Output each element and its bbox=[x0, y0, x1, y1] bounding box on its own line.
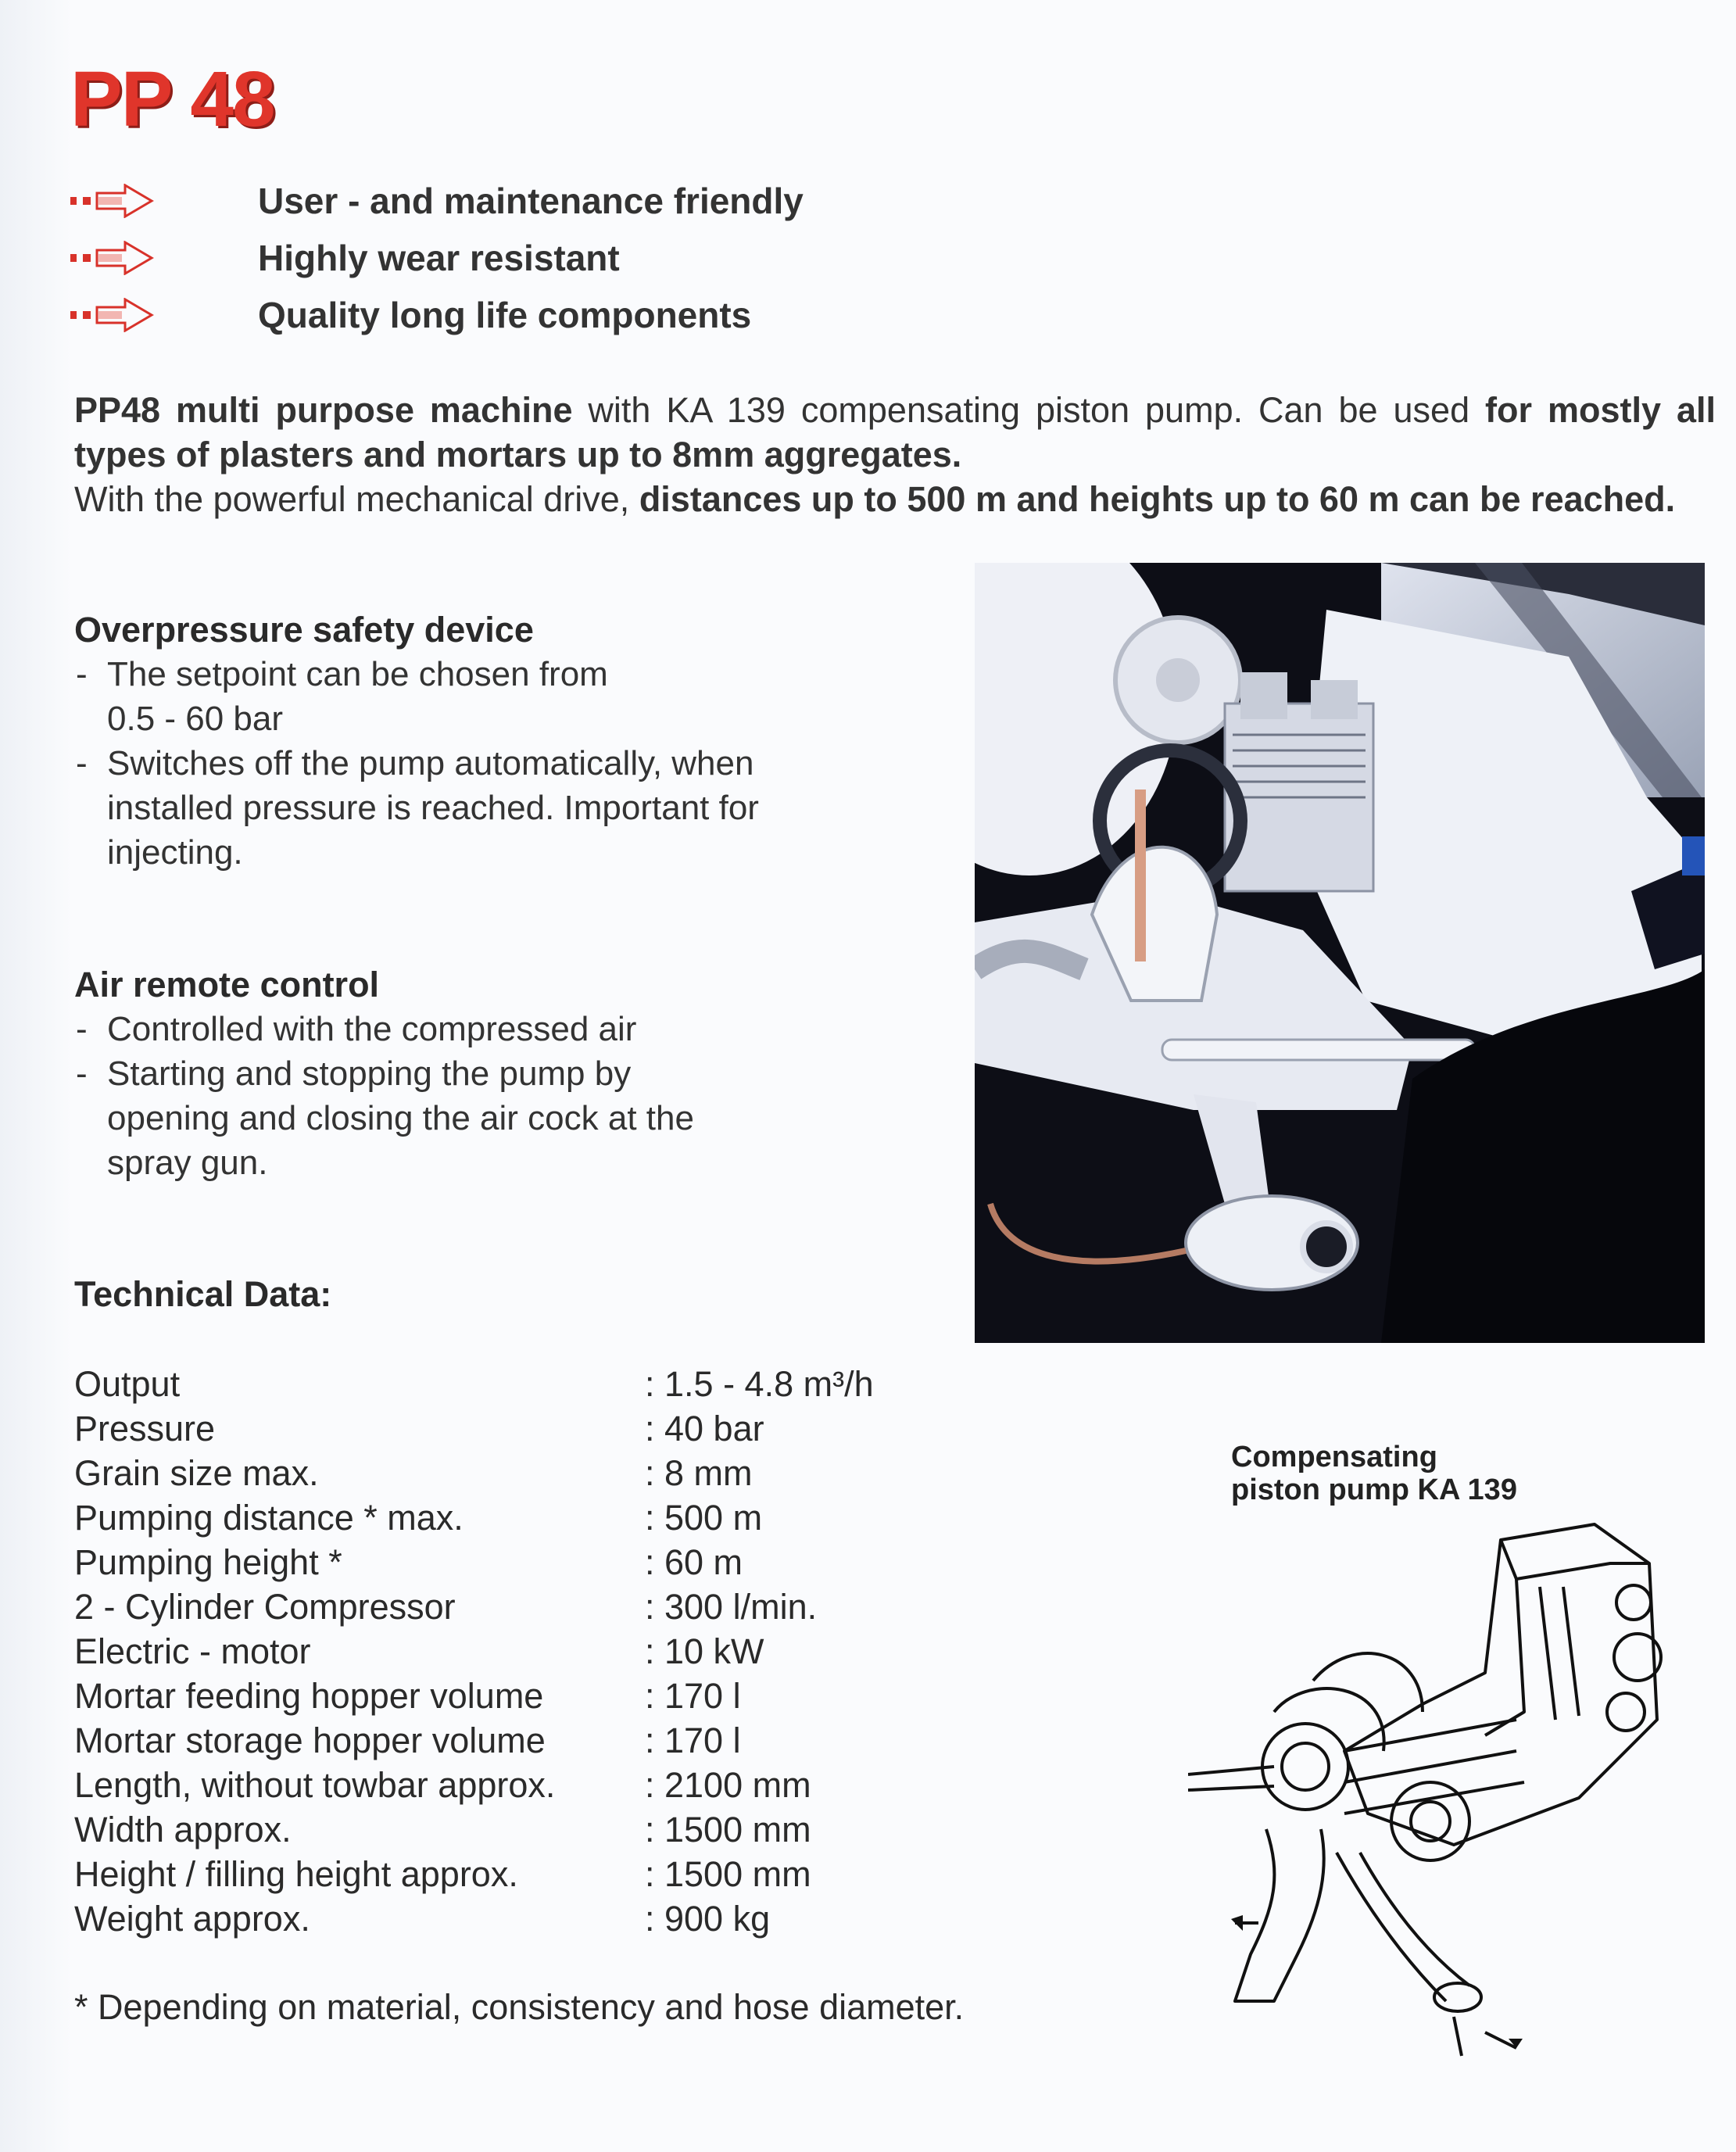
spec-value: : 1500 mm bbox=[645, 1854, 811, 1894]
spec-value: : 8 mm bbox=[645, 1453, 753, 1493]
spec-value: : 170 l bbox=[645, 1721, 741, 1760]
spec-table bbox=[74, 1362, 874, 1941]
feature-text: Highly wear resistant bbox=[258, 237, 620, 278]
feature-item bbox=[70, 229, 804, 286]
spec-row bbox=[74, 1495, 874, 1540]
spec-label: Pumping distance * max. bbox=[74, 1498, 464, 1538]
piston-pump-drawing bbox=[1188, 1516, 1688, 2064]
spec-label: Length, without towbar approx. bbox=[74, 1765, 556, 1805]
spec-row bbox=[74, 1674, 874, 1718]
spec-row bbox=[74, 1852, 874, 1896]
page-title: PP 48 bbox=[70, 56, 274, 143]
spec-value: : 1500 mm bbox=[645, 1810, 811, 1849]
spec-value: : 900 kg bbox=[645, 1899, 771, 1939]
spec-value: : 170 l bbox=[645, 1676, 741, 1716]
intro-bold: distances up to 500 m and heights up to 60 m can be reached. bbox=[639, 479, 1676, 519]
intro-bold: PP48 multi purpose machine bbox=[74, 390, 573, 430]
spec-label: Electric - motor bbox=[74, 1631, 311, 1671]
section-heading: Air remote control bbox=[74, 965, 380, 1004]
spec-value: : 10 kW bbox=[645, 1631, 764, 1671]
spec-row bbox=[74, 1451, 874, 1495]
list-item: - Starting and stopping the pump by opening and closing the air cock at the spray gun. bbox=[74, 1051, 748, 1185]
section-heading: Overpressure safety device bbox=[74, 610, 534, 650]
feature-text: User - and maintenance friendly bbox=[258, 180, 804, 221]
spec-row bbox=[74, 1718, 874, 1763]
spec-label: Height / filling height approx. bbox=[74, 1854, 518, 1894]
list-item: - Switches off the pump automatically, when installed pressure is reached. Important for injecting. bbox=[74, 741, 795, 875]
spec-label: Mortar feeding hopper volume bbox=[74, 1676, 544, 1716]
feature-list bbox=[70, 172, 804, 343]
spec-row bbox=[74, 1362, 874, 1406]
spec-row bbox=[74, 1896, 874, 1941]
list-item: - The setpoint can be chosen from 0.5 - 60 bar bbox=[74, 652, 639, 741]
intro-paragraph bbox=[74, 388, 1716, 521]
feature-item bbox=[70, 286, 804, 343]
overpressure-section bbox=[74, 607, 934, 875]
spec-label: Weight approx. bbox=[74, 1899, 310, 1939]
spec-label: Width approx. bbox=[74, 1810, 292, 1849]
spec-row bbox=[74, 1763, 874, 1807]
intro-bold: for mostly all types of plasters and mortars up to 8mm aggregates. bbox=[74, 390, 1716, 474]
spec-row bbox=[74, 1807, 874, 1852]
air-remote-section bbox=[74, 962, 934, 1185]
spec-value: : 60 m bbox=[645, 1542, 743, 1582]
spec-row bbox=[74, 1406, 874, 1451]
spec-label: Output bbox=[74, 1364, 181, 1404]
spec-value: : 40 bar bbox=[645, 1409, 764, 1448]
intro-text: With the powerful mechanical drive, bbox=[74, 479, 639, 519]
spec-value: : 300 l/min. bbox=[645, 1587, 818, 1627]
list-item: - Controlled with the compressed air bbox=[74, 1007, 795, 1051]
spec-value: : 1.5 - 4.8 m³/h bbox=[645, 1364, 874, 1404]
spec-label: Grain size max. bbox=[74, 1453, 319, 1493]
spec-row bbox=[74, 1629, 874, 1674]
spec-row bbox=[74, 1540, 874, 1584]
technical-data-heading: Technical Data: bbox=[74, 1274, 332, 1314]
overpressure-list bbox=[74, 652, 934, 875]
page-edge-shading bbox=[0, 0, 72, 2152]
footnote: * Depending on material, consistency and hose diameter. bbox=[74, 1987, 965, 2027]
spec-label: Mortar storage hopper volume bbox=[74, 1721, 546, 1760]
pump-caption-line: Compensating bbox=[1231, 1441, 1437, 1473]
air-remote-list bbox=[74, 1007, 934, 1185]
arrow-right-icon bbox=[70, 184, 156, 218]
spec-row bbox=[74, 1584, 874, 1629]
intro-text: with KA 139 compensating piston pump. Can be used bbox=[572, 390, 1486, 430]
spec-value: : 2100 mm bbox=[645, 1765, 811, 1805]
spec-value: : 500 m bbox=[645, 1498, 763, 1538]
spec-label: 2 - Cylinder Compressor bbox=[74, 1587, 456, 1627]
feature-text: Quality long life components bbox=[258, 294, 752, 335]
arrow-right-icon bbox=[70, 298, 156, 332]
spec-label: Pressure bbox=[74, 1409, 216, 1448]
feature-item bbox=[70, 172, 804, 229]
spec-label: Pumping height * bbox=[74, 1542, 342, 1582]
pump-caption bbox=[1231, 1441, 1517, 1506]
pump-caption-line: piston pump KA 139 bbox=[1231, 1473, 1517, 1506]
machine-photo bbox=[975, 563, 1705, 1343]
arrow-right-icon bbox=[70, 241, 156, 275]
